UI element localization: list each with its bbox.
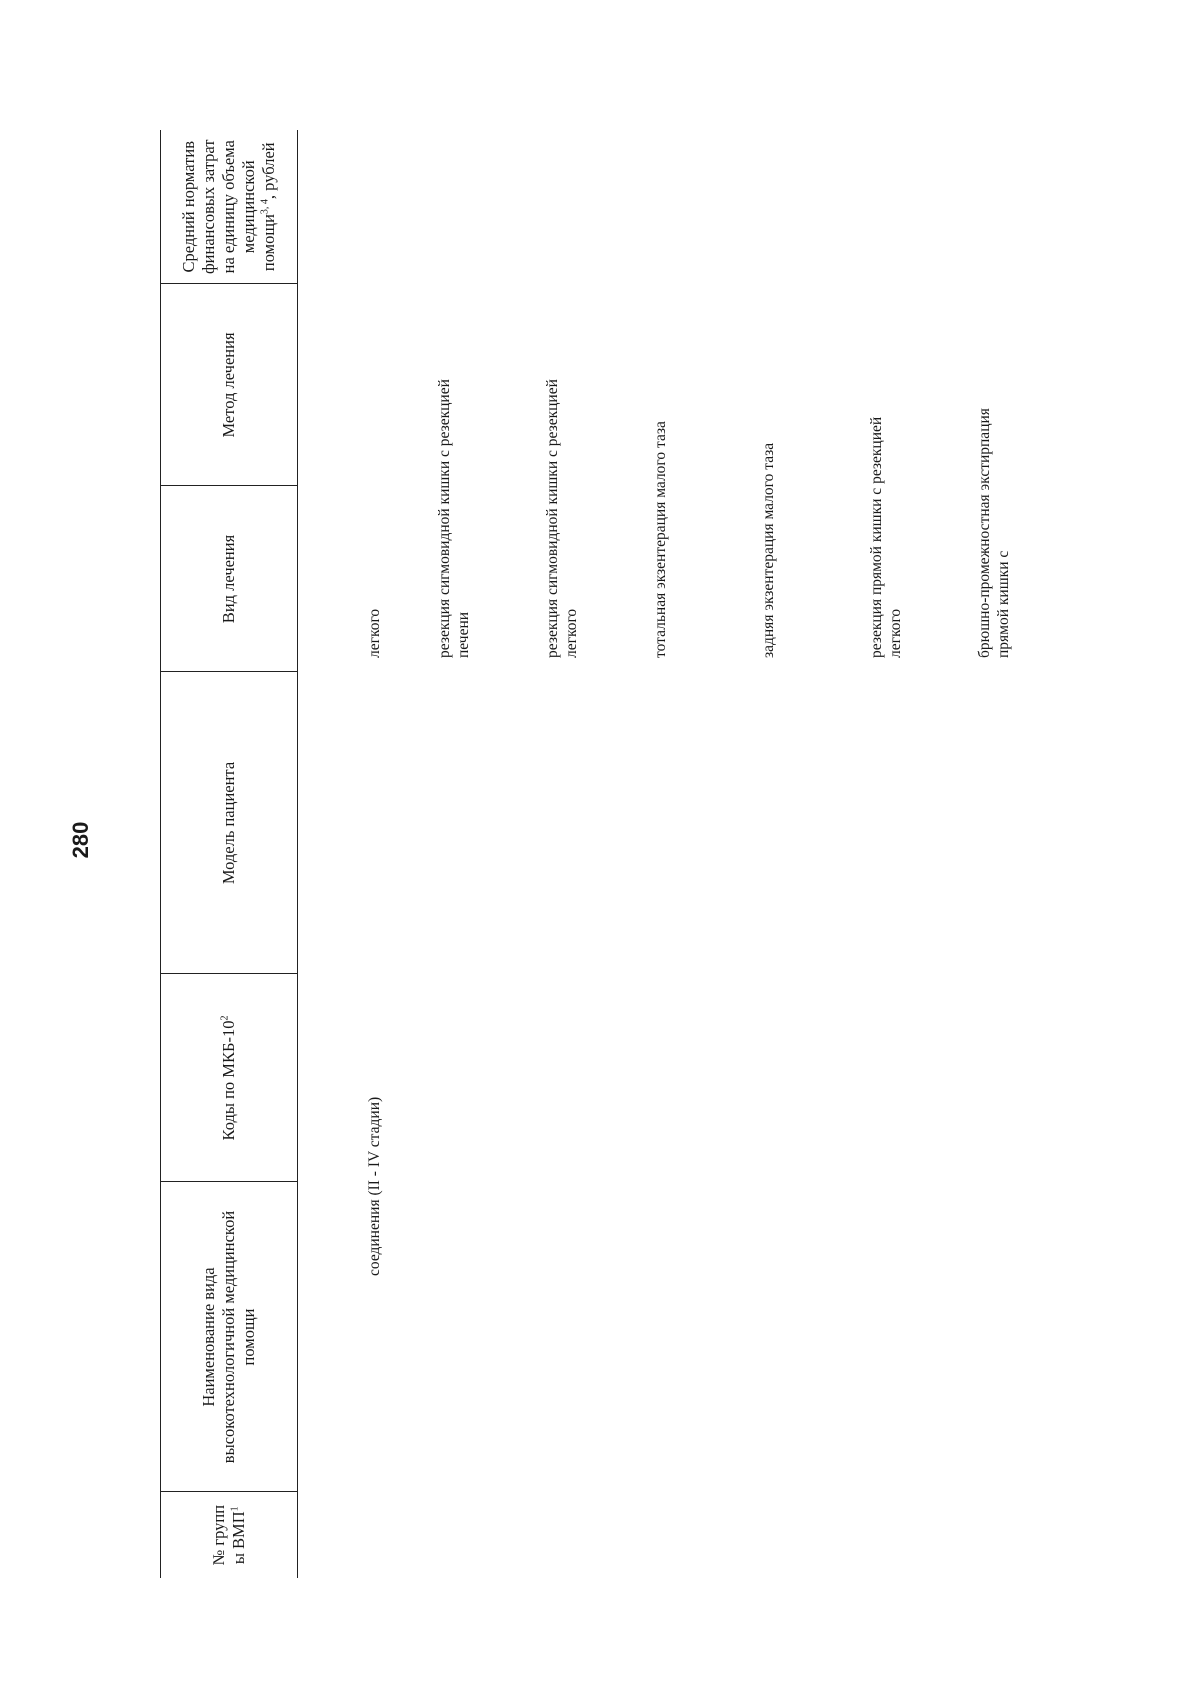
method-item: резекция сигмовидной кишки с резекцией легкого [544,379,580,658]
col-header-treatment-type [161,486,298,672]
col-header-group-number [161,1492,298,1578]
col-header-vmp-type [161,1182,298,1492]
header-row [161,130,298,1578]
page-number: 280 [68,821,93,859]
header-text: № групп ы ВМП [209,1504,248,1566]
header-suffix: , рублей [259,142,278,200]
header-text: Коды по МКБ-10 [219,1020,238,1141]
treatment-method-list [365,368,1083,658]
footnote-mark: 3, 4 [259,199,271,215]
method-item: задняя экзентерация малого таза [760,442,777,658]
method-item: резекция сигмовидной кишки с резекцией печени [436,379,472,658]
footnote-mark: 1 [229,1506,241,1512]
footnote-mark: 2 [219,1015,231,1021]
patient-model-cell: соединения (II - IV стадии) [366,1096,383,1276]
col-header-treatment-method [161,284,298,486]
col-header-patient-model [161,672,298,974]
header-text: Метод лечения [219,332,238,438]
header-text: Вид лечения [219,534,238,624]
header-text: Наименование вида высокотехнологичной медицинской помощи [199,1210,258,1464]
method-item: резекция прямой кишки с резекцией легкого [868,416,904,658]
table-header [160,130,298,1578]
method-item: тотальная экзентерация малого таза [652,421,669,658]
header-text: Модель пациента [219,761,238,885]
method-item: брюшно-промежностная экстирпация прямой кишки с [976,408,1012,658]
header-text: Средний норматив финансовых затрат на единицу объема медицинской помощи [179,139,278,275]
col-header-cost-standard [161,130,298,284]
col-header-icd-codes [161,974,298,1182]
method-item: легкого [366,608,383,658]
